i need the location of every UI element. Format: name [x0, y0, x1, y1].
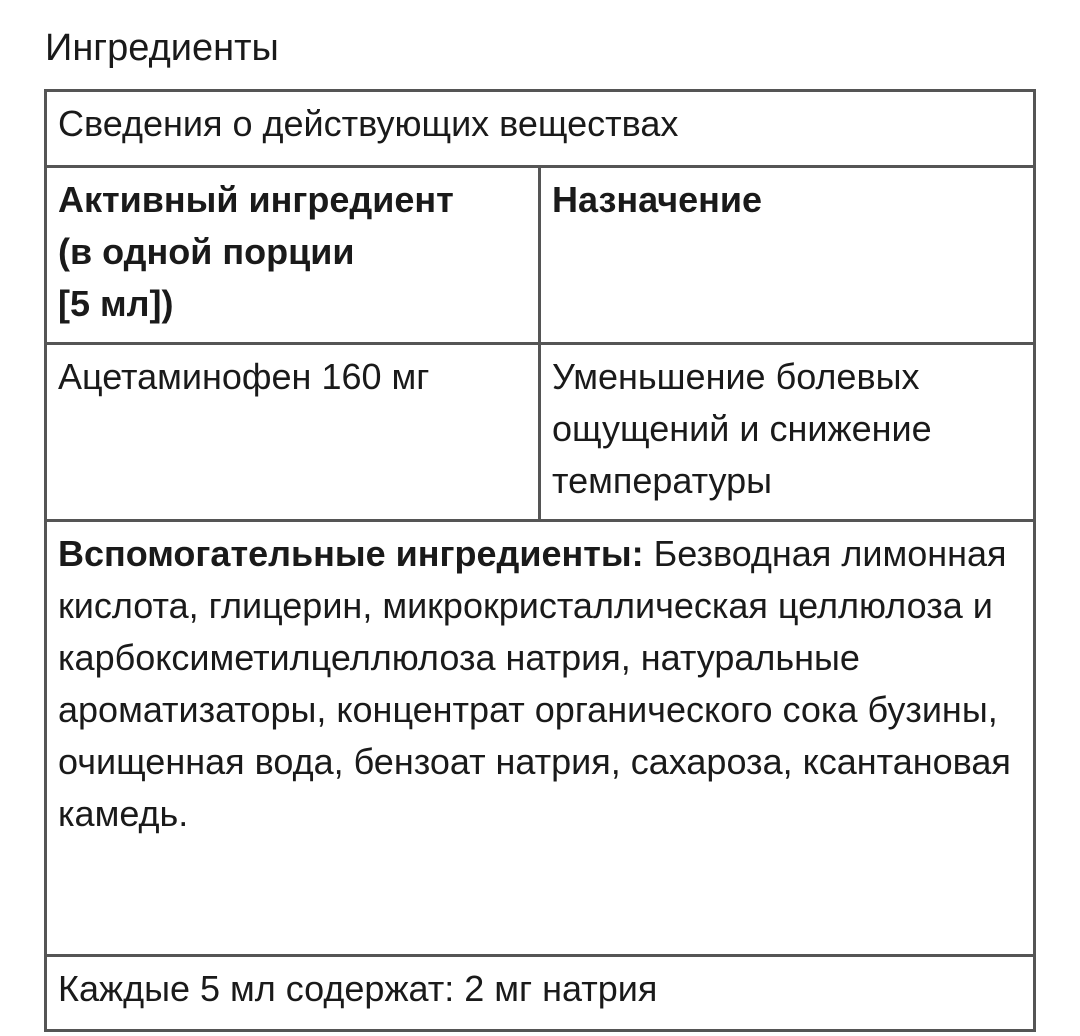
- table-header-row: [46, 91, 1035, 167]
- inactive-ingredients-cell: [46, 521, 1035, 956]
- purpose-cell: Уменьшение болевых ощущений и снижение температуры: [540, 344, 1035, 521]
- table-header: Сведения о действующих веществах: [46, 91, 1035, 167]
- ingredients-table: [44, 89, 1036, 1032]
- inactive-ingredients-text: Безводная лимонная кислота, глицерин, микрокристаллическая целлюлоза и карбоксиметилцеллюлоза натрия, натуральные ароматизаторы, концентрат органического сока бузины, очищенная вода, бензоат натрия, сахароза, ксантановая камедь.: [58, 533, 1011, 834]
- column-header-purpose: Назначение: [540, 167, 1035, 344]
- inactive-ingredients-row: [46, 521, 1035, 956]
- sodium-row: [46, 956, 1035, 1031]
- column-header-active-ingredient: [46, 167, 540, 344]
- column-header-line: (в одной порции: [58, 231, 355, 272]
- column-header-row: [46, 167, 1035, 344]
- page-title: Ингредиенты: [45, 27, 279, 69]
- column-header-line: Активный ингредиент: [58, 179, 454, 220]
- column-header-line: [5 мл]): [58, 283, 174, 324]
- sodium-cell: Каждые 5 мл содержат: 2 мг натрия: [46, 956, 1035, 1031]
- active-ingredient-cell: Ацетаминофен 160 мг: [46, 344, 540, 521]
- table-row: [46, 344, 1035, 521]
- inactive-ingredients-label: Вспомогательные ингредиенты:: [58, 533, 644, 574]
